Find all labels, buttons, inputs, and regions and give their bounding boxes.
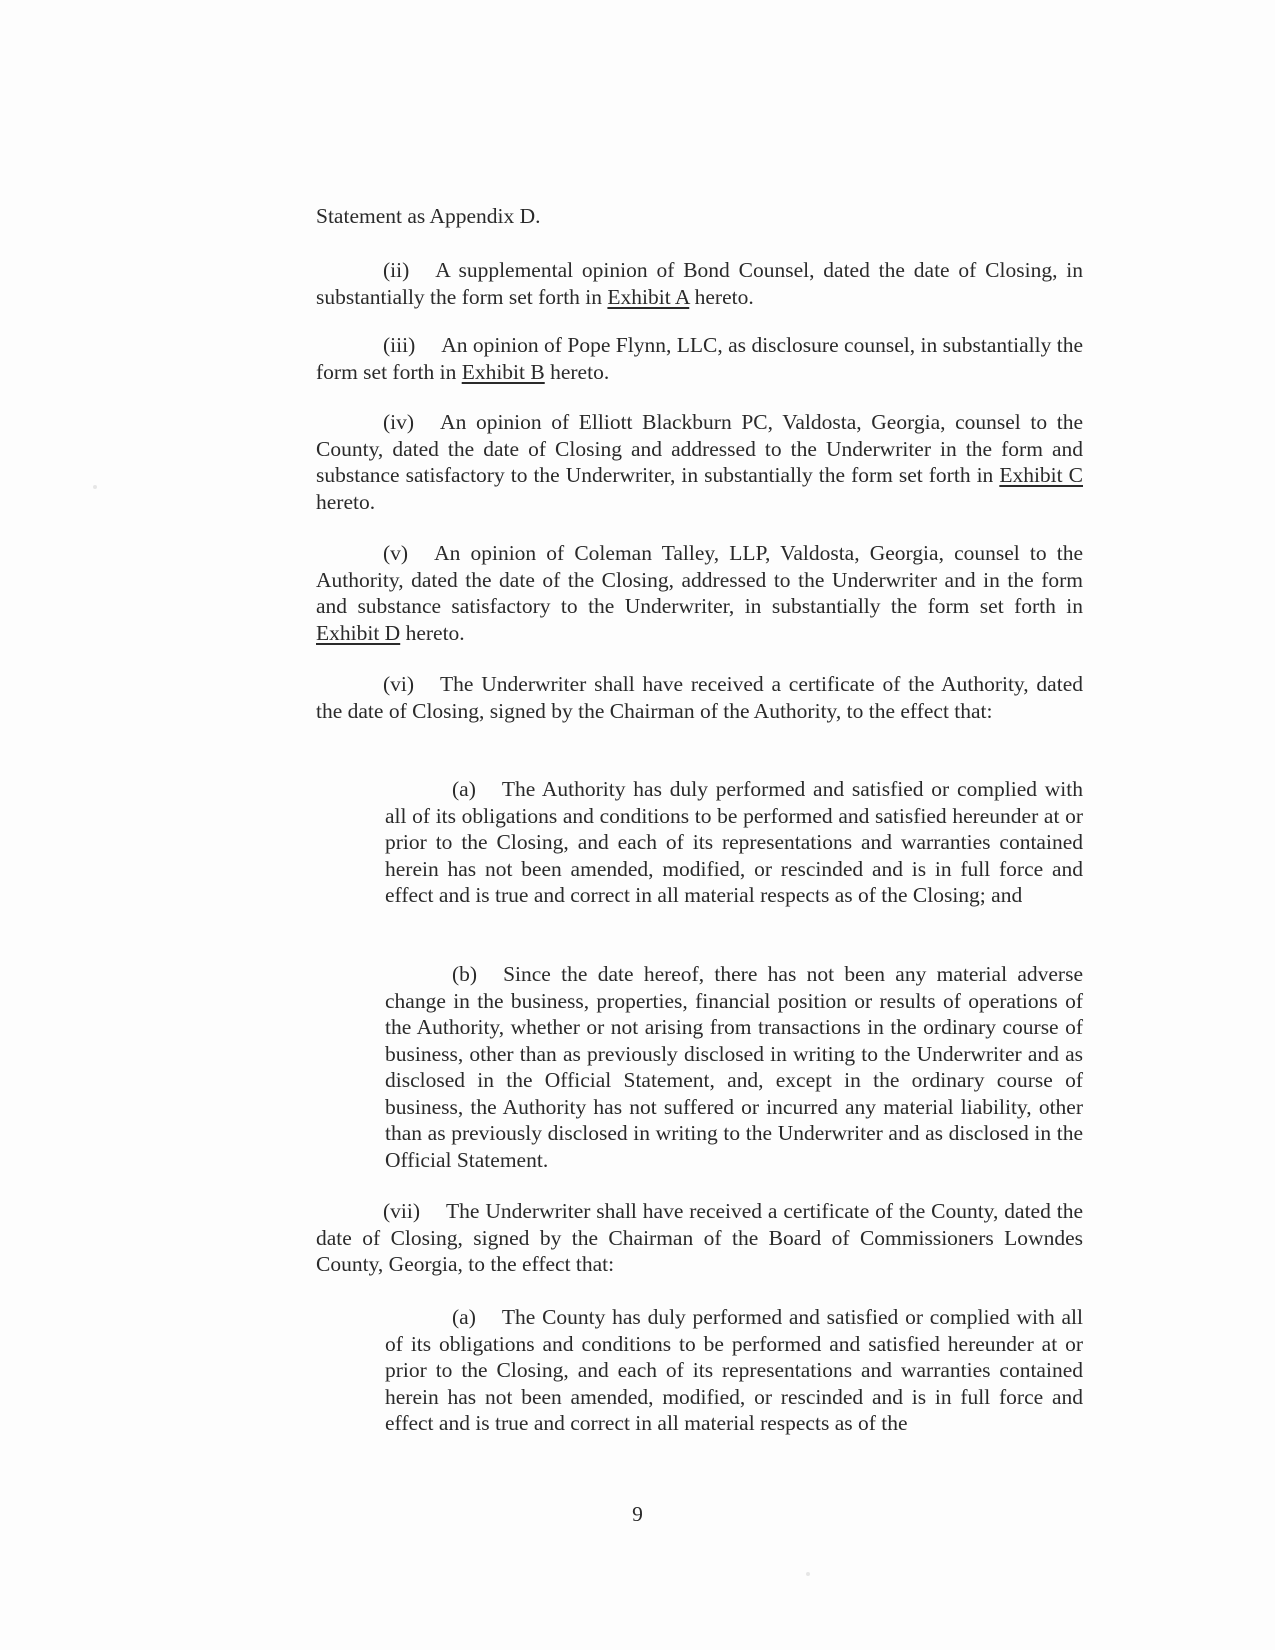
paragraph-vi-b: (b) Since the date hereof, there has not been any material adverse change in the business, properties, financial position or results of operations of the Authority, whether or not arising from transactions in the ordinary course of business, other than as previously disclosed in writing to the Underwriter and as disclosed in the Official Statement, and, except in the ordinary course of business, the Authority has not suffered or incurred any material liability, other than as previously disclosed in writing to the Underwriter and as disclosed in the Official Statement. <box>385 962 1083 1172</box>
paragraph-vii-a: (a) The County has duly performed and satisfied or complied with all of its obligations and conditions to be performed and satisfied hereunder at or prior to the Closing, and each of its representations and warranties contained herein has not been amended, modified, or rescinded and is in full force and effect and is true and correct in all material respects as of the <box>385 1305 1083 1435</box>
paragraph-iii: (iii) An opinion of Pope Flynn, LLC, as disclosure counsel, in substantially the form set forth in Exhibit B hereto. <box>316 333 1083 384</box>
exhibit-c-link: Exhibit C <box>999 463 1083 487</box>
paragraph-label: (b) <box>452 962 478 986</box>
paragraph-label: (iii) <box>383 333 416 357</box>
paragraph-label: (vii) <box>383 1199 421 1223</box>
paragraph-vi: (vi) The Underwriter shall have received a certificate of the Authority, dated the date of Closing, signed by the Chairman of the Authority, to the effect that: <box>316 672 1083 723</box>
paragraph-iv: (iv) An opinion of Elliott Blackburn PC, Valdosta, Georgia, counsel to the County, dated the date of Closing and addressed to the Underwriter in the form and substance satisfactory to the Underwriter, in substantially the form set forth in Exhibit C hereto. <box>316 410 1083 514</box>
paragraph-vii: (vii) The Underwriter shall have received a certificate of the County, dated the date of Closing, signed by the Chairman of the Board of Commissioners Lowndes County, Georgia, to the effect that: <box>316 1199 1083 1276</box>
paragraph-label: (vi) <box>383 672 415 696</box>
paragraph-vi-a: (a) The Authority has duly performed and satisfied or complied with all of its obligations and conditions to be performed and satisfied hereunder at or prior to the Closing, and each of its representations and warranties contained herein has not been amended, modified, or rescinded and is in full force and effect and is true and correct in all material respects as of the Closing; and <box>385 777 1083 907</box>
paragraph-label: (a) <box>452 777 476 801</box>
paragraph-continuation: Statement as Appendix D. <box>316 204 541 228</box>
paragraph-label: (v) <box>383 541 409 565</box>
exhibit-a-link: Exhibit A <box>607 284 690 309</box>
exhibit-d-link: Exhibit D <box>316 620 401 645</box>
paragraph-label: (a) <box>452 1305 476 1329</box>
paragraph-label: (ii) <box>383 258 410 282</box>
paragraph-v: (v) An opinion of Coleman Talley, LLP, Valdosta, Georgia, counsel to the Authority, dated the date of the Closing, addressed to the Underwriter and in the form and substance satisfactory to the Underwriter, in substantially the form set forth in Exhibit D hereto. <box>316 541 1083 645</box>
scan-speck <box>806 1572 810 1576</box>
scan-speck <box>93 485 97 489</box>
page-number: 9 <box>632 1502 643 1526</box>
exhibit-b-link: Exhibit B <box>461 359 545 384</box>
paragraph-label: (iv) <box>383 410 415 434</box>
paragraph-ii: (ii) A supplemental opinion of Bond Counsel, dated the date of Closing, in substantially the form set forth in Exhibit A hereto. <box>316 258 1083 309</box>
